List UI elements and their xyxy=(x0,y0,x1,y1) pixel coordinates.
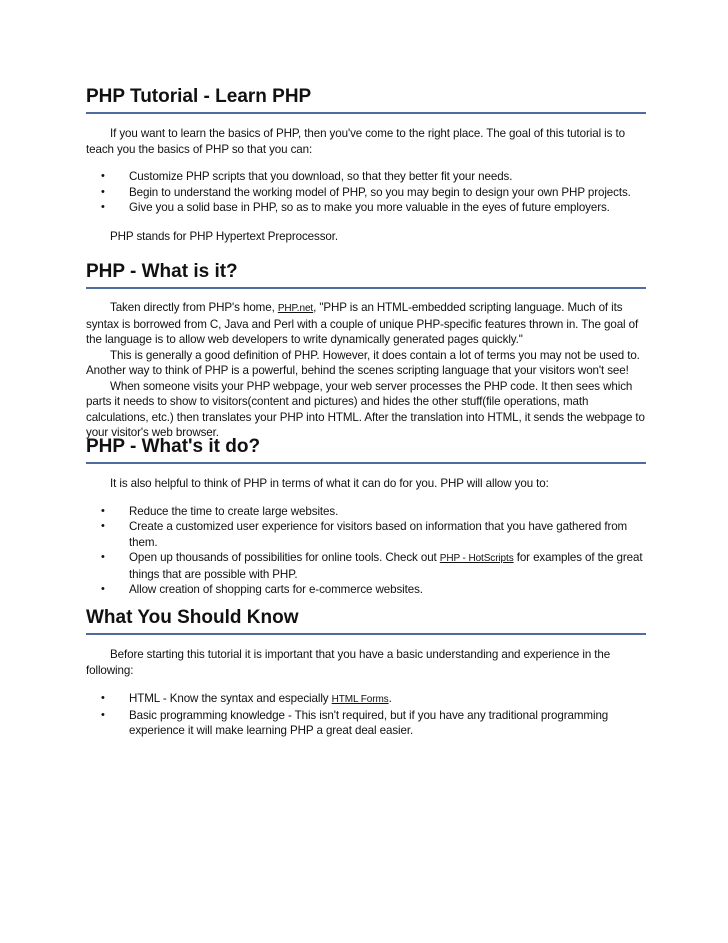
list-item: • Reduce the time to create large websites. xyxy=(101,504,339,518)
goals-list xyxy=(86,169,646,216)
list-item: • Customize PHP scripts that you download, so that they better fit your needs. xyxy=(101,170,513,183)
process-paragraph: When someone visits your PHP webpage, your web server processes the PHP code. It then sees which parts it needs to show to visitors(content and pictures) and hides the other stuff(file operations, math calculations, etc.) then translates your PHP into HTML. After the translation into HTML, it sends the webpage to your visitor's web browser. xyxy=(86,379,645,439)
section-what-you-should-know xyxy=(86,605,646,739)
bullet-icon: • xyxy=(101,551,105,563)
section-heading: PHP Tutorial - Learn PHP xyxy=(86,84,646,114)
section-what-is-it xyxy=(86,259,646,441)
bullet-icon: • xyxy=(101,201,105,213)
bullet-icon: • xyxy=(101,583,105,595)
list-item: • Basic programming knowledge - This isn't required, but if you have any traditional programming experience it will make learning PHP a great deal easier. xyxy=(101,708,609,737)
list-item: • HTML - Know the syntax and especially HTML Forms. xyxy=(101,692,392,705)
hotscripts-link[interactable]: PHP - HotScripts xyxy=(439,553,514,564)
section-heading: What You Should Know xyxy=(86,605,646,635)
definition-paragraph: Taken directly from PHP's home, PHP.net, "PHP is an HTML-embedded scripting language. Much of its syntax is borrowed from C, Java and Perl with a couple of unique PHP-specific features thrown in. The goal of the language is to allow web developers to write dynamically generated pages quickly." xyxy=(86,301,639,346)
section-heading: PHP - What's it do? xyxy=(86,434,646,464)
capabilities-list xyxy=(86,504,646,598)
list-item: • Begin to understand the working model of PHP, so you may begin to design your own PHP projects. xyxy=(101,185,631,199)
html-forms-link[interactable]: HTML Forms xyxy=(331,694,389,705)
section-learn-php xyxy=(86,84,646,244)
explanation-paragraph: This is generally a good definition of PHP. However, it does contain a lot of terms you may not be used to. Another way to think of PHP is a powerful, behind the scenes scripting language that your visitors won't see! xyxy=(86,348,640,377)
list-item: • Open up thousands of possibilities for online tools. Check out PHP - HotScripts for examples of the great things that are possible with PHP. xyxy=(101,551,643,581)
bullet-icon: • xyxy=(101,692,105,704)
bullet-icon: • xyxy=(101,520,105,532)
list-item: • Give you a solid base in PHP, so as to make you more valuable in the eyes of future employers. xyxy=(101,201,610,214)
bullet-icon: • xyxy=(101,170,105,182)
bullet-icon: • xyxy=(101,185,105,198)
php-net-link[interactable]: PHP.net xyxy=(277,303,314,314)
intro-paragraph: If you want to learn the basics of PHP, then you've come to the right place. The goal of this tutorial is to teach you the basics of PHP so that you can: xyxy=(86,127,625,156)
list-item: • Allow creation of shopping carts for e-commerce websites. xyxy=(101,583,423,596)
section-what-it-does xyxy=(86,434,646,598)
intro-paragraph: Before starting this tutorial it is important that you have a basic understanding and experience in the following: xyxy=(86,648,611,677)
intro-paragraph: It is also helpful to think of PHP in terms of what it can do for you. PHP will allow you to: xyxy=(110,477,549,490)
bullet-icon: • xyxy=(101,504,105,517)
prerequisites-list xyxy=(86,691,646,739)
section-heading: PHP - What is it? xyxy=(86,259,646,289)
bullet-icon: • xyxy=(101,708,105,721)
list-item: • Create a customized user experience for visitors based on information that you have gathered from them. xyxy=(101,520,628,549)
acronym-paragraph: PHP stands for PHP Hypertext Preprocessor. xyxy=(110,229,338,243)
